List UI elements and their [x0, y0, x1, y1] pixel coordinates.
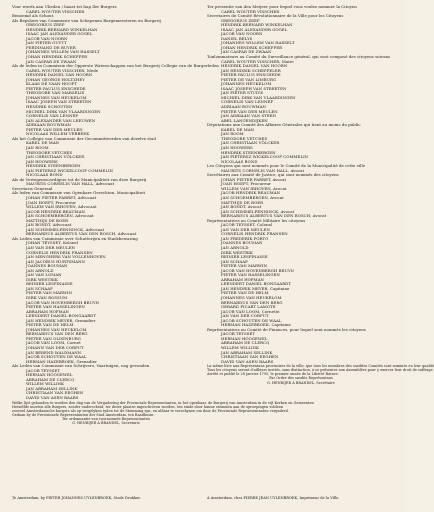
name-line: ISAAC JOSEPH VAN STREETEN	[26, 99, 92, 105]
name-line: LEENDERT DANIEL BONGAARDT	[221, 281, 291, 287]
name-line: JAN PIETER GUYTT	[26, 40, 67, 46]
name-line: HENDRIK STEENBERGEN	[221, 149, 276, 155]
name-line: JOHANNES HEUKELOM	[221, 81, 272, 87]
name-line: JAN HENDRIK SCHEPPELER	[221, 67, 281, 73]
name-line: LEENDERT DANIEL BONGAARDT	[26, 313, 96, 319]
name-line: JAN CASPAR DE ZWAAN	[221, 49, 272, 55]
text-line: Als leden van Commissie van Openbare Gerechten, Municipaliteit	[12, 190, 146, 196]
name-line: JAN HENDRIK MEYER, Grenadier	[26, 317, 96, 323]
name-line: JAN SCHOEMBERGEN, Avocat	[221, 194, 284, 200]
name-line: JACOB SCHOUTEN DE WAAL	[26, 354, 87, 360]
name-line: DANIEL BELYS	[221, 35, 253, 41]
name-line: JOHANNES VAN HEUKELOM	[221, 295, 282, 300]
name-line: NICOLAAS WILLEM VERBEEK	[26, 131, 90, 137]
text-line: Als de Vertegenwoordigers tot de Municipaliteit van deze Burgerij	[12, 176, 147, 182]
name-line: MICHIEL DIRK VAN VLAARDINGEN	[26, 108, 101, 114]
name-line: PIETER VAN DE HELM	[26, 322, 74, 328]
name-line: JOHAN PIETER FARRET, Avocat	[221, 176, 287, 182]
name-line: JAN PIETER STUIVE	[221, 90, 264, 96]
text-line: Tous les citoyens seront d'ailleurs invités, sans distinction, à se présenter aux Assemblées pour y exercer leur droit de suffrage	[207, 368, 433, 373]
name-line: THEODORE VETCHES	[221, 135, 268, 141]
name-line: REINIER LESPINASSE	[221, 254, 268, 260]
name-line: PIETER VAN OLDENBURG	[26, 335, 81, 341]
footer-printer-dutch: Te Amsterdam, by PIETER JOHANNES UYLENBROEK, Stads Drukker.	[12, 496, 141, 500]
name-line: CAREL WOUTER VISSCHER, Mede	[26, 67, 99, 73]
name-line: MAURITS CORNELIS VAN HALL, Avocat	[221, 167, 305, 173]
name-line: JOHANNES VAN HEUKELOM	[26, 94, 87, 100]
name-line: CHRISTIAAN VAN EEGHEN	[26, 390, 84, 396]
name-line: NICOLAAS BOND	[221, 158, 258, 164]
name-line: JAN CASPAR DE ZWAAN	[26, 58, 77, 64]
text-line: Als de leden in Commissie der Opperste Waterschappen van het Burgerij Collegie van de Burgerleden	[12, 63, 219, 69]
name-line: JACOB VAN HOVENBERGH BRUYN	[26, 299, 99, 305]
text-line: zooveel Amsterdamsche burgers als op vergelyken tyden tot de Stemming zyn, en aldaar te verschynen om door de Provinciale Repraesentanten vergaderd.	[12, 408, 290, 413]
name-line: DAVID VAN ASEN BAARS	[26, 395, 79, 401]
name-line: JACOB VAN LOOM, Cornet	[26, 340, 81, 346]
name-line: BERNARDUS ALBERTUS VAN DEN BOSCH, Advocaat	[26, 231, 137, 237]
name-line: JAN VAN DER CORPUT	[221, 313, 269, 319]
text-line: Tonlommateurs au Comité du Surveillance général, qui sont composé des citoyens suivans	[207, 54, 391, 60]
name-line: JOHAN HENDRIK SCHEFFER	[221, 44, 283, 50]
text-line: Représentatives au Comité Militaire les citoyens	[207, 217, 306, 223]
name-line: JOHANN VAN DER CORPUT	[26, 345, 84, 351]
name-line: BERNARDUS VAN DEN BERG	[26, 331, 88, 337]
text-line: Als Leden van Commissie over Schutterijen en Stadsbewaring	[12, 235, 138, 241]
text-line: Secretaires de Comité Révolutionnaire de la Ville pour les Citoyens	[207, 13, 344, 19]
name-line: JAN ROOM	[221, 131, 244, 137]
name-line: PIETER VAN DER MEULEN	[26, 126, 83, 132]
name-line: JOHANNES VAN HEUKELOM	[26, 326, 87, 332]
name-line: JAN HENDRIK MEYER, Capitaine	[221, 285, 290, 291]
name-line: JAN BONDT, Advocaat	[26, 222, 72, 228]
name-line: PIETER PAULUS ENSCHEDE	[221, 72, 281, 78]
text-line: Hetzelfde moeten alle Burgers, zonder onderscheid, ter dezer plaatse ingeschreven worden, ten einde door hunne stemmen aan de oproepingen voldoen	[12, 404, 284, 409]
name-line: JACOB SCHOUTEN DE WAAL	[221, 317, 282, 323]
name-line: HERMAN HAZEBROEK, Grenadier	[26, 358, 97, 364]
name-line: PIETER VAN HASSELINGEN	[221, 272, 280, 278]
name-line: JAN SCHAAP	[221, 258, 248, 264]
name-line: JACOB VAN NOORN	[26, 35, 68, 41]
name-line: JAN VAN LOMAN	[26, 272, 62, 278]
name-line: BERNARDUS ALBERTUS VAN DEN BOSCH, Avocat	[221, 213, 327, 219]
name-line: PIETER VAN DE HELM	[221, 290, 269, 296]
text-line: Par Ordre des susdits Représentans	[269, 376, 333, 381]
name-line: JAN ARNOLD	[221, 244, 249, 250]
name-line: ADRIAAN BOUWMAN	[221, 104, 267, 110]
name-line: JOANNES BOUMAN	[26, 263, 68, 269]
name-line: ABRAHAM DE CLERCQ	[221, 340, 270, 346]
name-line: THEODORE VAN MARSELIS	[26, 90, 85, 96]
name-line: JOHAN PIETER FARRET, Advocaat	[26, 194, 97, 200]
name-line: HENDRIK BERNARD WINKELHAN	[221, 22, 293, 28]
name-line: JAN SCHAAP	[26, 285, 53, 291]
text-line: Arrêté et publié le 28 janvier 1795, le premier année de la Liberté Batave.	[207, 372, 339, 377]
name-line: JOAN HOEFT, Procureur	[26, 199, 76, 205]
name-line: JOAN HOEFT, Procureur	[221, 181, 271, 187]
name-line: KLAAS DE VAAN HOOFT	[26, 81, 78, 87]
name-line: THEODORE VETCHES	[26, 149, 73, 155]
name-line: WILLEM WILLINK	[26, 381, 65, 387]
name-line: JAN ABRAHAM SELLINK	[221, 349, 273, 355]
footer-printer-french: A Amsterdam, chez PIERRE JEAN UYLENBROEK, Imprimeur de la Ville.	[207, 496, 340, 500]
name-line: JOHAN TEYSSET, Kolonel	[26, 240, 79, 246]
name-line: JOANNES BOUMAN	[221, 240, 263, 246]
name-line: JAN ROOM	[26, 144, 49, 150]
text-line: Ter ordonnantie van voornoemde Representanten	[62, 416, 150, 421]
name-line: KAREL DE MAN	[221, 126, 255, 132]
name-line: HENDRIK DANIEL VAN HOORN	[26, 72, 93, 78]
name-line: JACOB VAN LOOM, Cornette	[221, 308, 280, 314]
name-line: JAN SCHIMMELPENNINCK, Avocat	[221, 208, 295, 214]
name-line: WILLEM WILLINK	[221, 345, 260, 351]
name-line: DAVID VAN ASEN BAARS	[221, 358, 274, 364]
name-line: KAREL DE MAN	[26, 140, 60, 146]
name-line: JAN CHRISTIAAN VÖLCKER	[26, 154, 85, 160]
name-line: HENDRIK BERNARD WINKELHAN	[26, 26, 98, 32]
name-line: PIETER VAN HASSELINGEN	[26, 304, 85, 310]
name-line: NICOLAAS BOND	[26, 172, 63, 178]
text-line: Députations aux Comité des Affaires Générales qui tient au moins du public	[207, 122, 361, 128]
name-line: JACOB HENDRIK BEAUMAN	[26, 208, 86, 214]
name-line: CORNELIS HENDRIK FRANSEN	[26, 249, 93, 255]
text-line: Secrétaires aux Comité de Justice, qui sont nommés des citoyens	[207, 172, 339, 178]
name-line: MATTHIJS DE BOER	[221, 199, 264, 205]
name-line: PIETER PAULUS ENSCHEDE	[26, 85, 86, 91]
name-line: JAN BEREND WALDMANN	[26, 349, 82, 355]
name-line: JAN ARNOLD	[26, 267, 54, 273]
name-line: GREGORIUS ZEEP	[221, 17, 260, 23]
name-line: JAN VAN DER MEULEN	[26, 244, 75, 250]
name-line: JACOB VAN HOVENBERGH BRUYN	[221, 267, 294, 273]
name-line: HERMAN HAZEBROEK, Capitaine	[221, 322, 291, 328]
name-line: PIETER VAN DER MEULEN	[221, 108, 278, 114]
name-line: JAN CHRISTIAAN VÖLCKER	[221, 140, 280, 146]
name-line: JOHANNES WILLEM VAN HASSELT	[221, 40, 295, 46]
text-line: Welke lijst gehouden te worden den dag van de Vergadering der Provinciale Representanten, in het openbaar, de Burgerij van Amsterdam in de vijf Kerken en Gemeenten	[12, 400, 314, 405]
name-line: ABRAHAM DE CLERCQ	[26, 376, 75, 382]
name-line: FERDINAND DE BUYER	[26, 44, 76, 50]
name-line: BERNARDUS VAN DEN BERG	[221, 299, 283, 305]
name-line: CORNELIS VAN LENNEP	[221, 99, 273, 105]
text-line: G. HENRIJER À BRANDEL, Secrétaire	[267, 380, 335, 385]
name-line: HERMAN HOOGEWEL	[221, 335, 268, 341]
right-column-french	[207, 4, 434, 385]
name-line: CAREL WOUTER VISSCHER	[221, 8, 280, 14]
name-line: HENDRIK SCHOUTEN	[26, 104, 73, 110]
name-line: MAURITS CORNELIS VAN HALL, Advocaat	[26, 181, 115, 187]
name-line: JOHANNES WILLEM VAN HASSELT	[26, 49, 100, 55]
text-line: Représentatives au Comité de Finances, pour lequel sont nommés les citoyens	[207, 326, 366, 332]
name-line: CORNELIS VAN LENNEP	[26, 113, 78, 119]
name-line: HENDRIK STEENBERGEN	[26, 163, 81, 169]
name-line: MICHIEL DIRK VAN VLAARDINGEN	[221, 94, 296, 100]
name-line: JACOB TEYSSET, Colonel	[221, 222, 273, 228]
name-line: PIETER DE VAN LIMBURG	[221, 76, 277, 82]
name-line: JAN ABRAHAM SELLINK	[26, 385, 78, 391]
name-line: JAN HOOWERS	[26, 158, 58, 164]
text-line: Secretaris Generaal	[12, 185, 53, 191]
name-line: JAN PIETERSZ WICKELCOOP COMMELIN	[26, 167, 114, 173]
name-line: JOHAN GEORGE HOLTZHEY	[26, 76, 85, 82]
name-line: JAN VAN DER MEULEN	[221, 226, 270, 232]
name-line: DIRK VAN ROSSUM	[26, 295, 68, 300]
name-line: ABRAHAM HOFMAN	[26, 308, 70, 314]
text-line: Benoemd als Schout.	[12, 13, 55, 19]
name-line: CAREL WOUTER VISSCHER, Maire	[221, 58, 294, 64]
name-line: ABEL LANGENDIJKEN	[221, 117, 268, 123]
name-line: HERMAN HOOGEWEL	[26, 372, 73, 378]
name-line: GREGORIUS ZEEP	[26, 22, 65, 28]
text-line: Voor words aan Ulieden / haast tot hup ller Burgers	[12, 4, 117, 9]
name-line: JAN ALEXANDER VAN LEEUWEN	[26, 117, 96, 123]
name-line: REINIER LESPINASSE	[26, 281, 73, 287]
name-line: ISAAC JAN ALEXANDER GOGEL	[221, 26, 288, 32]
name-line: PIETER VAN MARWIN	[26, 290, 73, 296]
name-line: JAN PIETERSZ WICKELCOOP COMMELIN	[221, 154, 309, 160]
name-line: ADRIAAN BOUWMAN	[26, 122, 72, 128]
name-line: JAN MENGHERS VAN VOLLENHOVEN	[26, 254, 106, 260]
text-line: Als het Collegie van Commissie der Gecommitteerden van dezelve stad	[12, 135, 156, 141]
name-line: JACOB VAN NOORN	[221, 31, 263, 37]
name-line: ABRAHAM HOFMAN	[221, 276, 265, 282]
name-line: WILLEM VAN IRHOVEN, Advocaat	[26, 204, 97, 210]
name-line: JACOB TEYSSET	[26, 367, 60, 373]
name-line: JACOB TEYSSET	[221, 331, 255, 337]
name-line: CORNELIS HENDRIK FRANSEN	[221, 231, 288, 237]
name-line: JAN SCHIMMELPENNINCK, Advocaat	[26, 226, 105, 232]
name-line: MATTHIJS DE BOER	[26, 217, 69, 223]
text-line: La même liste aux Représentans provisoires de la ville, que tous les membres des susdites Comités sont nommés en leur qualité	[207, 364, 434, 369]
name-line: DIRK WESTRIK	[221, 249, 253, 255]
name-line: JAN FREDERIK PORTO	[221, 235, 269, 241]
name-line: DIRK WESTRIK	[26, 276, 58, 282]
name-line: JOHAN HENDRIK SCHEFFER	[26, 54, 88, 60]
name-line: JAN ADRIAAN VAN STEEN	[221, 113, 277, 119]
name-line: JAN JACOBUS HURTSMANN	[26, 258, 86, 264]
name-line: GERARD PICART LAMOTE	[221, 304, 276, 310]
text-line: Als Repshers van Commissie van Schepenen Burgemeesteren en Burgerij	[12, 17, 161, 23]
name-line: WILLEM VAN IRHOVEN, Avocat	[221, 185, 287, 191]
text-line: Als Leden van Commissie van Schrijvers, Vaartuigen, nog gevonden	[12, 363, 150, 369]
name-line: ISAAC JOSEPH VAN STREETEN	[221, 85, 287, 91]
name-line: JAN SCHOEMBERGEN, Advocaat	[26, 213, 94, 219]
name-line: JACOB HENDRIK BEAUMAN	[221, 190, 281, 196]
text-line: Les Citoyens qui sont nommés pour le Comité de la Municipalité de cette ville	[207, 163, 366, 169]
name-line: PIETER VAN MARWIN	[221, 263, 268, 269]
name-line: CAREL WOUTER VISSCHER	[26, 8, 85, 14]
text-line: Ter presentie van den Meijeer pour lequel vous voulez nommer la Citoyen	[207, 4, 357, 9]
name-line: HENDRIK DANIEL VAN HOORN	[221, 63, 288, 69]
text-line: Gedaan by de Provisionele Representanten der Stad Amsterdam, ten Raadhuize.	[12, 412, 155, 417]
name-line: JAN HOOWERS	[221, 144, 253, 150]
name-line: JAN BONDT, Avocat	[221, 204, 262, 210]
name-line: ISAAC JAN ALEXANDER GOGEL	[26, 31, 93, 37]
name-line: CHRISTIAAN VAN EEGHEN	[221, 354, 279, 360]
text-line: G. HENRIJER À BRANDEL, Secretaris	[72, 421, 140, 426]
